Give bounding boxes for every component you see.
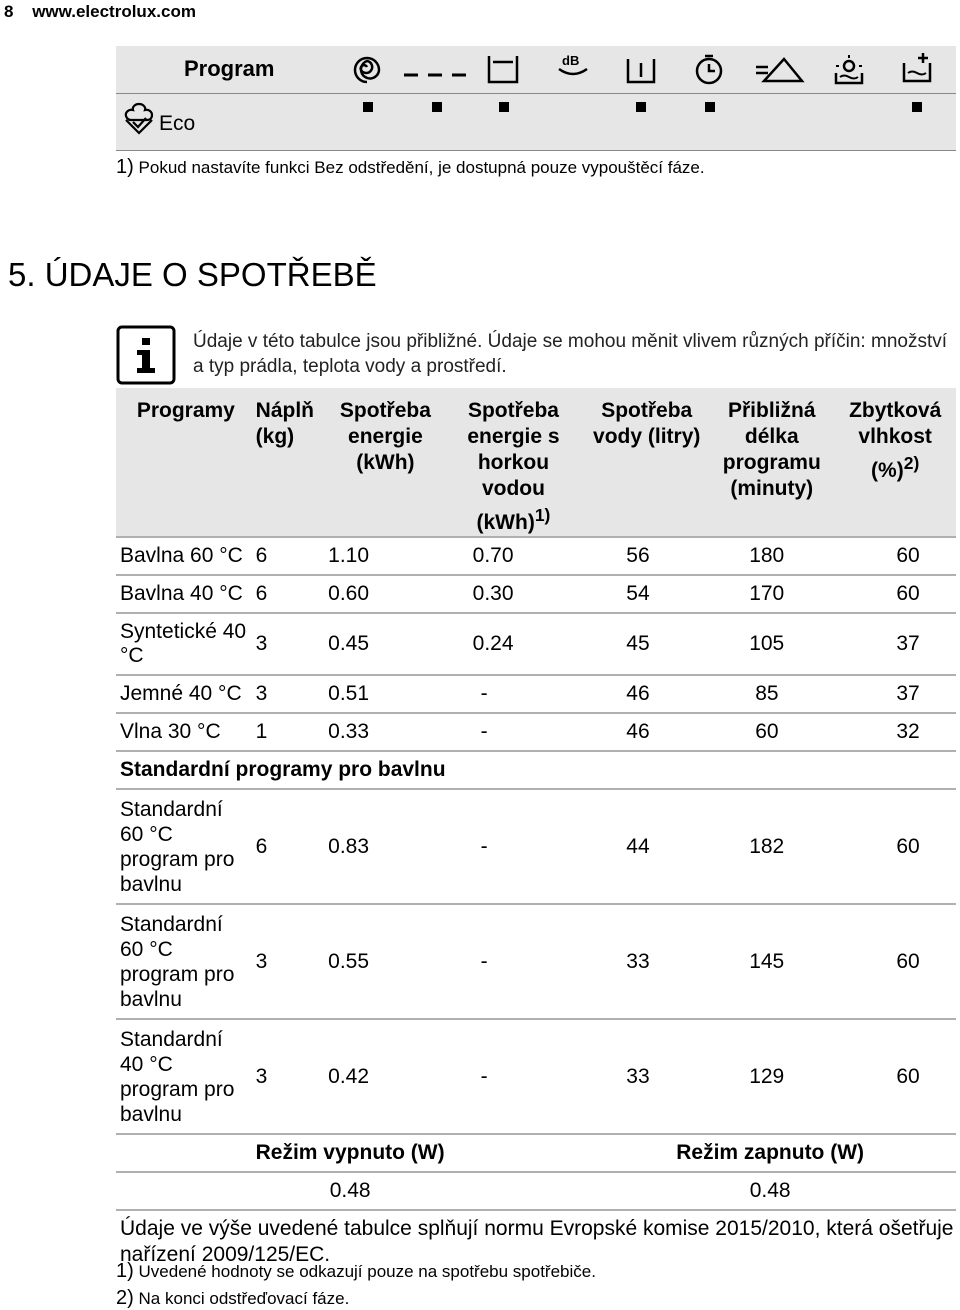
cell-energy: 0.45 — [324, 613, 442, 675]
stain-icon — [832, 53, 866, 87]
standard-programs-title: Standardní programy pro bavlnu — [116, 751, 956, 789]
option-marker — [499, 102, 509, 112]
footnote-2 — [116, 1287, 349, 1310]
no-spin-icon — [402, 53, 468, 87]
cell-energy-hot: 0.30 — [443, 575, 581, 613]
cell-duration: 182 — [709, 789, 830, 904]
cell-duration: 145 — [709, 904, 830, 1019]
cell-water: 45 — [580, 613, 709, 675]
cell-program: Vlna 30 °C — [116, 713, 252, 751]
cell-water: 33 — [580, 904, 709, 1019]
table-row — [116, 1019, 956, 1134]
cell-program: Bavlna 40 °C — [116, 575, 252, 613]
section-heading: ÚDAJE O SPOTŘEBĚ — [44, 256, 377, 293]
table-row — [116, 575, 956, 613]
table-row — [116, 613, 956, 675]
header-energy-hot-water — [443, 388, 581, 537]
mode-off-value: 0.48 — [116, 1172, 580, 1210]
header-energy-hot-water-sup: 1) — [534, 505, 551, 525]
cell-energy: 0.55 — [324, 904, 442, 1019]
rinse-hold-icon — [486, 53, 520, 87]
spin-icon — [350, 53, 384, 87]
cell-energy-hot: - — [443, 1019, 581, 1134]
prewash-icon — [754, 53, 806, 87]
consumption-table — [116, 388, 956, 1272]
svg-text:dB: dB — [562, 53, 580, 68]
cell-energy: 1.10 — [324, 537, 442, 575]
cell-moisture: 32 — [830, 713, 956, 751]
option-marker — [432, 102, 442, 112]
cell-moisture: 37 — [830, 675, 956, 713]
compliance-text: Údaje ve výše uvedené tabulce splňují normu Evropské komise 2015/2010, která ošetřuje nařízení 2009/125/EC. — [116, 1210, 956, 1272]
footnote-1 — [116, 1260, 596, 1283]
table-row — [116, 904, 956, 1019]
footnote-text: Pokud nastavíte funkci Bez odstředění, je dostupná pouze vypouštěcí fáze. — [138, 158, 705, 177]
footnote-text: Uvedené hodnoty se odkazují pouze na spotřebu spotřebiče. — [138, 1262, 596, 1281]
db-icon — [556, 51, 590, 85]
rinse-icon — [624, 53, 658, 87]
program-row-eco — [116, 94, 956, 151]
footnote-mark: 2) — [116, 1287, 134, 1309]
cell-moisture: 60 — [830, 537, 956, 575]
option-marker — [705, 102, 715, 112]
header-moisture-sup: 2) — [903, 453, 920, 473]
cell-load: 3 — [252, 1019, 324, 1134]
cell-energy: 0.60 — [324, 575, 442, 613]
section-title — [8, 256, 377, 294]
cell-moisture: 60 — [830, 575, 956, 613]
cell-load: 3 — [252, 904, 324, 1019]
header-water: Spotřeba vody (litry) — [580, 388, 709, 537]
info-text: Údaje v této tabulce jsou přibližné. Údaje se mohou měnit vlivem různých příčin: množství a typ prádla, teplota vody a prostředí. — [193, 331, 948, 377]
cell-energy-hot: - — [443, 904, 581, 1019]
cell-energy-hot: 0.70 — [443, 537, 581, 575]
program-options-table — [116, 46, 956, 151]
cell-water: 46 — [580, 713, 709, 751]
eco-flower-icon — [120, 98, 158, 136]
cell-load: 6 — [252, 575, 324, 613]
header-load: Náplň (kg) — [252, 388, 324, 537]
header-duration: Přibližná délka programu (minuty) — [709, 388, 830, 537]
cell-water: 56 — [580, 537, 709, 575]
cell-load: 6 — [252, 789, 324, 904]
footnote-mark: 1) — [116, 1260, 134, 1282]
cell-duration: 60 — [709, 713, 830, 751]
cell-load: 6 — [252, 537, 324, 575]
footnote-mark: 1) — [116, 156, 134, 178]
mode-labels-row — [116, 1134, 956, 1172]
footnote-top — [116, 156, 705, 179]
cell-water: 44 — [580, 789, 709, 904]
consumption-header-row — [116, 388, 956, 537]
header-energy: Spotřeba energie (kWh) — [324, 388, 442, 537]
standard-title-row — [116, 751, 956, 789]
cell-load: 1 — [252, 713, 324, 751]
cell-duration: 105 — [709, 613, 830, 675]
header-moisture — [830, 388, 956, 537]
cell-energy-hot: - — [443, 789, 581, 904]
program-row-label: Eco — [159, 112, 196, 135]
cell-duration: 129 — [709, 1019, 830, 1134]
cell-duration: 85 — [709, 675, 830, 713]
cell-energy: 0.33 — [324, 713, 442, 751]
cell-program: Standardní 60 °C program pro bavlnu — [116, 789, 252, 904]
footnote-text: Na konci odstřeďovací fáze. — [138, 1289, 350, 1308]
mode-on-value: 0.48 — [580, 1172, 956, 1210]
cell-energy: 0.83 — [324, 789, 442, 904]
extra-rinse-icon — [900, 51, 934, 85]
cell-energy: 0.51 — [324, 675, 442, 713]
cell-program: Jemné 40 °C — [116, 675, 252, 713]
cell-moisture: 60 — [830, 1019, 956, 1134]
info-icon — [116, 325, 176, 385]
cell-duration: 170 — [709, 575, 830, 613]
header-programs: Programy — [116, 388, 252, 537]
cell-duration: 180 — [709, 537, 830, 575]
table-row — [116, 537, 956, 575]
table-row — [116, 675, 956, 713]
cell-water: 46 — [580, 675, 709, 713]
cell-moisture: 37 — [830, 613, 956, 675]
mode-on-label: Režim zapnuto (W) — [580, 1134, 956, 1172]
cell-energy-hot: - — [443, 675, 581, 713]
section-number: 5. — [8, 256, 36, 293]
table-row — [116, 713, 956, 751]
cell-program: Standardní 60 °C program pro bavlnu — [116, 904, 252, 1019]
cell-energy-hot: - — [443, 713, 581, 751]
cell-program: Bavlna 60 °C — [116, 537, 252, 575]
program-options-header — [116, 46, 956, 94]
table-row — [116, 789, 956, 904]
page-number: 8 — [4, 2, 14, 21]
cell-energy-hot: 0.24 — [443, 613, 581, 675]
cell-energy: 0.42 — [324, 1019, 442, 1134]
cell-water: 33 — [580, 1019, 709, 1134]
cell-load: 3 — [252, 675, 324, 713]
cell-moisture: 60 — [830, 789, 956, 904]
site-url[interactable]: www.electrolux.com — [32, 2, 196, 21]
cell-program: Syntetické 40 °C — [116, 613, 252, 675]
cell-load: 3 — [252, 613, 324, 675]
cell-moisture: 60 — [830, 904, 956, 1019]
option-marker — [363, 102, 373, 112]
option-marker — [636, 102, 646, 112]
header-moisture-text: Zbytková vlhkost (%) — [849, 399, 942, 482]
option-marker — [912, 102, 922, 112]
time-icon — [692, 53, 726, 87]
program-header-label: Program — [184, 56, 275, 81]
page-header — [4, 2, 196, 22]
mode-values-row — [116, 1172, 956, 1210]
cell-water: 54 — [580, 575, 709, 613]
cell-program: Standardní 40 °C program pro bavlnu — [116, 1019, 252, 1134]
header-energy-hot-water-text: Spotřeba energie s horkou vodou (kWh) — [467, 399, 560, 534]
mode-off-label: Režim vypnuto (W) — [116, 1134, 580, 1172]
